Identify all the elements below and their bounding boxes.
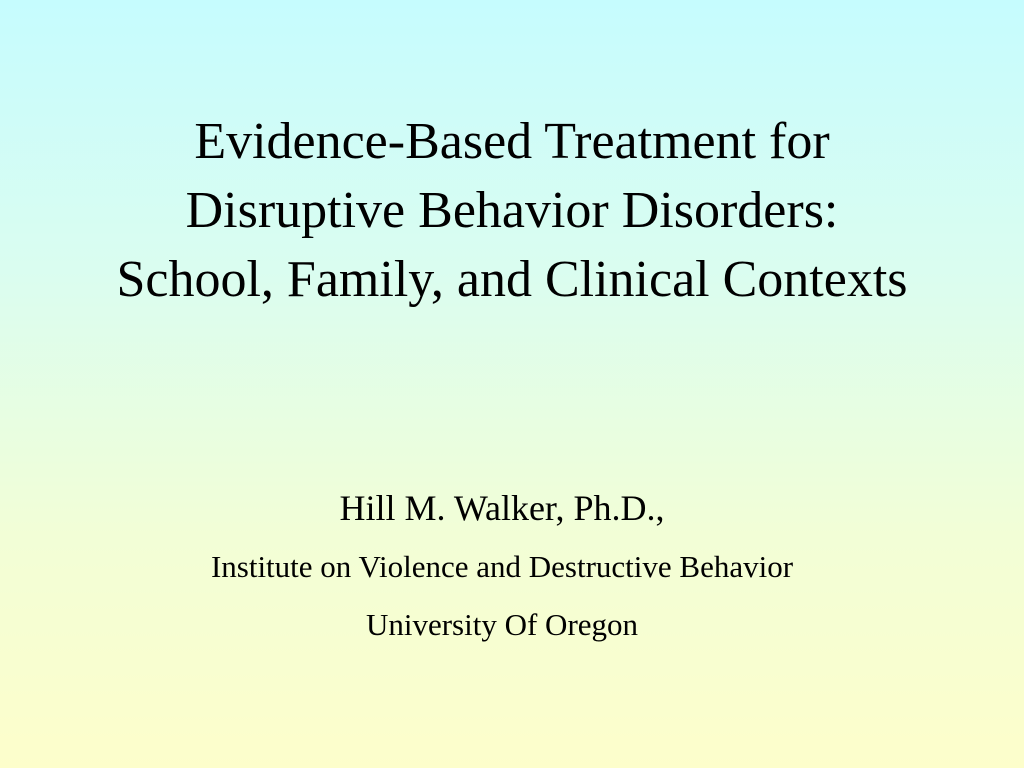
affiliation-university: University Of Oregon	[365, 607, 639, 642]
title-line-2: Disruptive Behavior Disorders:	[185, 182, 839, 239]
affiliation-institute: Institute on Violence and Destructive Behavior	[210, 549, 794, 584]
author-name: Hill M. Walker, Ph.D.,	[339, 488, 665, 528]
title-line-3: School, Family, and Clinical Contexts	[116, 251, 908, 308]
title-line-1: Evidence-Based Treatment for	[194, 113, 830, 170]
slide-title	[0, 107, 1024, 314]
slide-subtitle	[0, 482, 1004, 642]
